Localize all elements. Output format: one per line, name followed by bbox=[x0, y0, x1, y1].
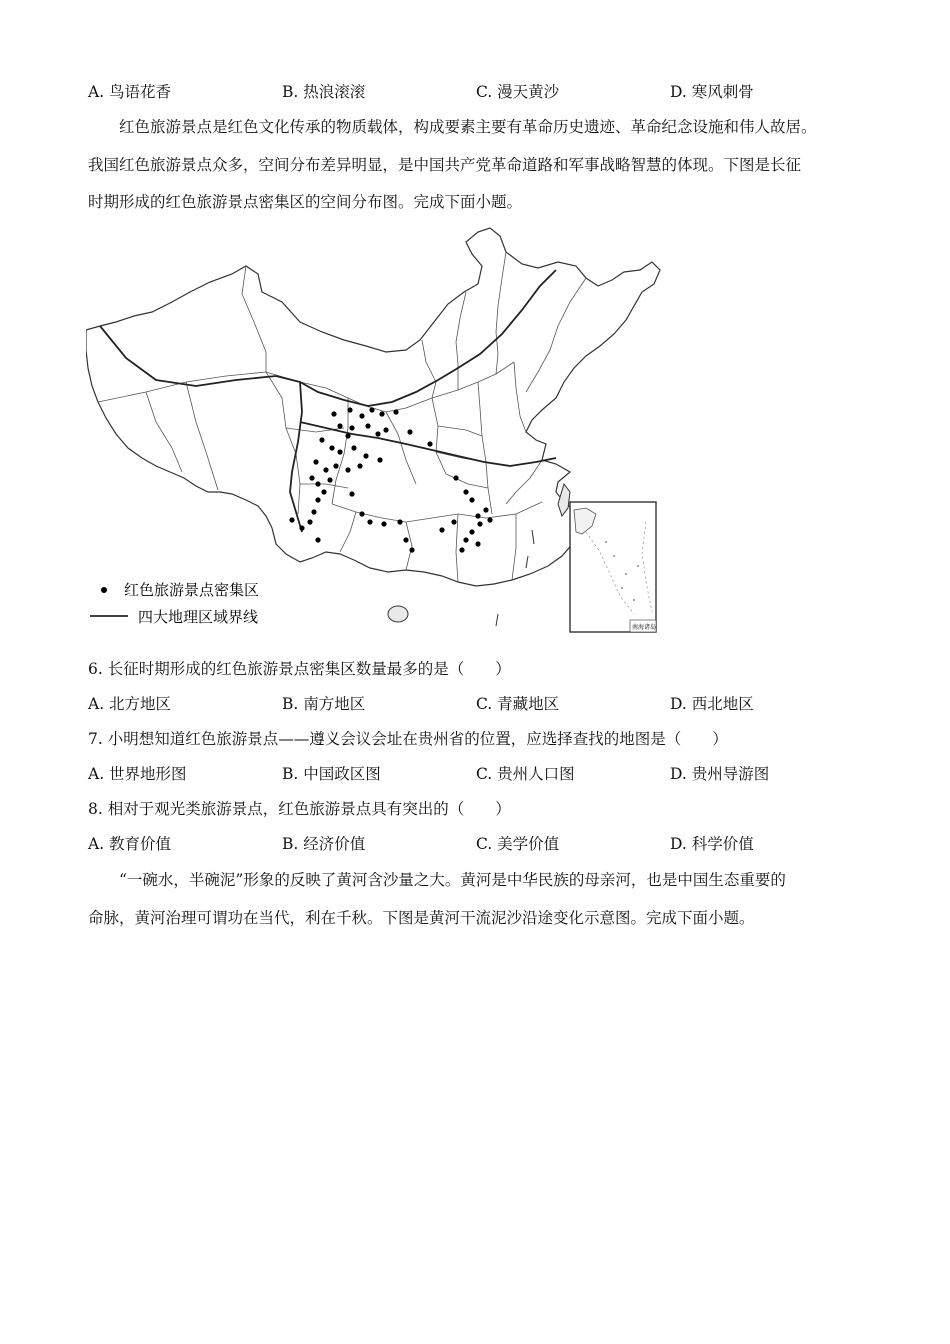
inset-label: 南海诸岛 bbox=[632, 624, 657, 631]
intro-red-line-2: 我国红色旅游景点众多，空间分布差异明显，是中国共产党革命道路和军事战略智慧的体现。下图是长征 bbox=[88, 156, 802, 174]
q6-option-a: A. 北方地区 bbox=[88, 695, 172, 713]
q8-option-c: C. 美学价值 bbox=[476, 835, 560, 853]
q7-stem: 7. 小明想知道红色旅游景点——遵义会议会址在贵州省的位置，应选择查找的地图是（ ） bbox=[88, 730, 728, 748]
q6-option-c: C. 青藏地区 bbox=[476, 695, 560, 713]
q7-option-d: D. 贵州导游图 bbox=[670, 765, 770, 783]
q8-option-a: A. 教育价值 bbox=[88, 835, 172, 853]
q5-option-b: B. 热浪滚滚 bbox=[282, 83, 366, 101]
legend-line-label: 四大地理区域界线 bbox=[138, 608, 259, 626]
q5-option-a: A. 鸟语花香 bbox=[88, 83, 172, 101]
q8-option-b: B. 经济价值 bbox=[282, 835, 366, 853]
q6-option-b: B. 南方地区 bbox=[282, 695, 366, 713]
intro-yellow-line-2: 命脉，黄河治理可谓功在当代，利在千秋。下图是黄河干流泥沙沿途变化示意图。完成下面小题。 bbox=[88, 909, 755, 927]
south-china-sea-inset bbox=[570, 502, 656, 632]
legend-dot-label: 红色旅游景点密集区 bbox=[124, 581, 260, 599]
q8-option-d: D. 科学价值 bbox=[670, 835, 754, 853]
q7-option-a: A. 世界地形图 bbox=[88, 765, 187, 783]
intro-yellow-line-1: “一碗水，半碗泥”形象的反映了黄河含沙量之大。黄河是中华民族的母亲河，也是中国生态重要的 bbox=[119, 871, 786, 889]
q6-stem: 6. 长征时期形成的红色旅游景点密集区数量最多的是（ ） bbox=[88, 660, 511, 678]
q6-option-d: D. 西北地区 bbox=[670, 695, 754, 713]
q7-option-c: C. 贵州人口图 bbox=[476, 765, 575, 783]
red-tourism-map bbox=[86, 222, 661, 634]
q7-option-b: B. 中国政区图 bbox=[282, 765, 381, 783]
legend-dot-symbol bbox=[101, 587, 107, 593]
q5-option-c: C. 漫天黄沙 bbox=[476, 83, 560, 101]
intro-red-line-1: 红色旅游景点是红色文化传承的物质载体，构成要素主要有革命历史遗迹、革命纪念设施和伟人故居。 bbox=[119, 118, 817, 136]
map-legend bbox=[90, 581, 259, 626]
china-map-svg bbox=[86, 222, 661, 634]
hainan-island bbox=[388, 606, 408, 622]
q8-stem: 8. 相对于观光类旅游景点，红色旅游景点具有突出的（ ） bbox=[88, 800, 511, 818]
q5-option-d: D. 寒风刺骨 bbox=[670, 83, 754, 101]
intro-red-line-3: 时期形成的红色旅游景点密集区的空间分布图。完成下面小题。 bbox=[88, 193, 523, 211]
